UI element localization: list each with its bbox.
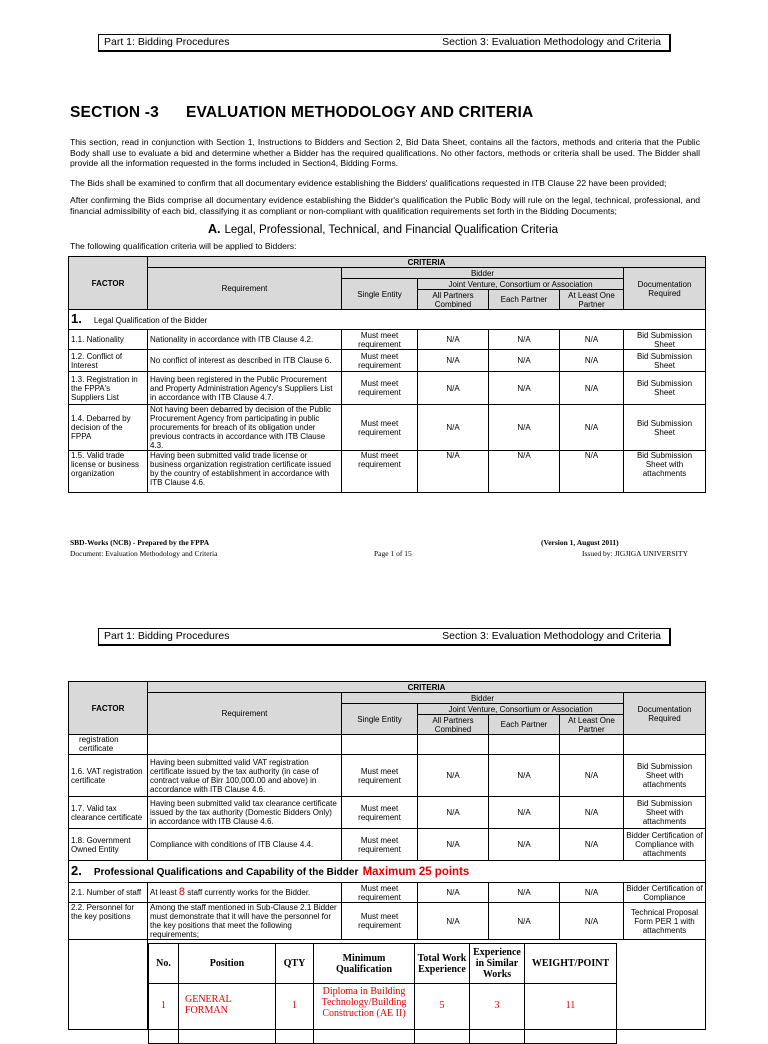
col-min-qualification: Minimum Qualification [314, 944, 415, 984]
col-documentation: Documentation Required [624, 268, 706, 310]
footer-issued: Issued by: JIGJIGA UNIVERSITY [582, 549, 689, 558]
subheading [208, 222, 558, 236]
col-each-partner: Each Partner [489, 290, 560, 310]
criteria-intro: The following qualification criteria will be applied to Bidders: [70, 241, 297, 251]
col-jv: Joint Venture, Consortium or Association [418, 279, 624, 290]
col-documentation: Documentation Required [624, 693, 706, 735]
col-requirement: Requirement [148, 693, 342, 735]
col-criteria: CRITERIA [148, 257, 706, 268]
col-factor: FACTOR [69, 257, 148, 310]
col-single-entity: Single Entity [342, 279, 418, 310]
table-row: 1.2. Conflict of Interest No conflict of interest as described in ITB Clause 6. Must meet requirement N/A N/A N/A Bid Submission Sheet [69, 350, 706, 372]
col-no: No. [149, 944, 179, 984]
col-qty: QTY [276, 944, 314, 984]
section-heading: EVALUATION METHODOLOGY AND CRITERIA [186, 104, 534, 121]
paragraph-examine: The Bids shall be examined to confirm that all documentary evidence establishing the Bidders' qualifications requested in ITB Clause 22 have been provided; [70, 178, 667, 188]
section-row-professional: 2. Professional Qualifications and Capability of the Bidder Maximum 25 points [69, 861, 706, 883]
section-row-legal: 1. Legal Qualification of the Bidder [69, 310, 706, 330]
col-bidder: Bidder [342, 268, 624, 279]
table-row: registration certificate [69, 735, 706, 755]
footer-prepared: SBD-Works (NCB) - Prepared by the FPPA [70, 538, 210, 547]
table-row: 2.1. Number of staff At least 8 staff currently works for the Bidder. Must meet requirement N/A N/A N/A Bidder Certification of Compliance [69, 883, 706, 903]
col-bidder: Bidder [342, 693, 624, 704]
col-single-entity: Single Entity [342, 704, 418, 735]
table-row: 1.1. Nationality Nationality in accordance with ITB Clause 4.2. Must meet requirement N/A N/A N/A Bid Submission Sheet [69, 330, 706, 350]
table-row: 2.2. Personnel for the key positions Among the staff mentioned in Sub-Clause 2.1 Bidder must demonstrate that it will have the personnel for the key positions that meet the following requirements; Must meet requirement N/A N/A N/A Technical Proposal Form PER 1 with attachments [69, 903, 706, 940]
header-right-2: Section 3: Evaluation Methodology and Criteria [442, 630, 661, 642]
col-similar-experience: Experience in Similar Works [470, 944, 525, 984]
col-at-least-one: At Least One Partner [560, 290, 624, 310]
page-header [98, 34, 671, 52]
col-at-least-one: At Least One Partner [560, 715, 624, 735]
footer-document: Document: Evaluation Methodology and Criteria [70, 549, 218, 558]
col-total-experience: Total Work Experience [415, 944, 470, 984]
table-row: 1.5. Valid trade license or business organization Having been submitted valid trade license or business organization registration certificate issued by the country of establishment in accordance with ITB Clause 4.6. Must meet requirement N/A N/A N/A Bid Submission Sheet with attachments [69, 451, 706, 493]
table-row: 1.4. Debarred by decision of the FPPA Not having been debarred by decision of the Public Procurement Agency from participating in public procurements for breach of its obligation under previous contracts in accordance with ITB Clause 4.3. Must meet requirement N/A N/A N/A Bid Submission Sheet [69, 405, 706, 451]
col-criteria: CRITERIA [148, 682, 706, 693]
col-each-partner: Each Partner [489, 715, 560, 735]
table-row: 1.6. VAT registration certificate Having been submitted valid VAT registration certificate issued by the tax authority (in case of contract value of Birr 100,000.00 and above) in accordance with ITB Clause 4.6. Must meet requirement N/A N/A N/A Bid Submission Sheet with attachments [69, 755, 706, 797]
col-requirement: Requirement [148, 268, 342, 310]
table-row: 1.3. Registration in the FPPA's Suppliers List Having been registered in the Public Procurement and Property Administration Agency's Suppliers List in accordance with ITB Clause 4.7. Must meet requirement N/A N/A N/A Bid Submission Sheet [69, 372, 706, 405]
col-jv: Joint Venture, Consortium or Association [418, 704, 624, 715]
footer-page: Page 1 of 15 [374, 549, 412, 558]
col-position: Position [179, 944, 276, 984]
footer-version: (Version 1, August 2011) [541, 538, 619, 547]
subheading-letter: A. [208, 222, 221, 236]
table-row: 1.8. Government Owned Entity Compliance with conditions of ITB Clause 4.4. Must meet requirement N/A N/A N/A Bidder Certification of Compliance with attachments [69, 829, 706, 861]
section-title [70, 104, 533, 122]
paragraph-confirm: After confirming the Bids comprise all documentary evidence establishing the Bidder's qualification the Public Body will rule on the legal, technical, professional, and financial admissibility of each bid, classifying it as compliant or non-compliant with qualification requirements set forth in the Bidding Documents; [70, 195, 700, 216]
table-row: 1 GENERAL FORMAN 1 Diploma in Building Technology/Building Construction (AE II) 5 3 11 [149, 984, 617, 1044]
subheading-text: Legal, Professional, Technical, and Financial Qualification Criteria [224, 224, 558, 236]
header-left: Part 1: Bidding Procedures [104, 36, 230, 48]
section-number: SECTION -3 [70, 104, 159, 121]
col-factor: FACTOR [69, 682, 148, 735]
page-header-2 [98, 628, 671, 646]
table-row: 1.7. Valid tax clearance certificate Having been submitted valid tax clearance certificate issued by the tax authority (Domestic Bidders Only) in accordance with ITB Clause 4.6. Must meet requirement N/A N/A N/A Bid Submission Sheet with attachments [69, 797, 706, 829]
header-left-2: Part 1: Bidding Procedures [104, 630, 230, 642]
col-weight: WEIGHT/POINT [525, 944, 617, 984]
col-all-partners: All Partners Combined [418, 290, 489, 310]
col-all-partners: All Partners Combined [418, 715, 489, 735]
criteria-table-legal [68, 256, 706, 493]
header-right: Section 3: Evaluation Methodology and Criteria [442, 36, 661, 48]
paragraph-intro: This section, read in conjunction with Section 1, Instructions to Bidders and Section 2, Bid Data Sheet, contains all the factors, methods and criteria that the Public Body shall use to evaluate a bid and determine whether a Bidder has the required qualifications. No other factors, methods or criteria shall be used. The Bidder shall provide all the information requested in the forms included in Section4, Bidding Forms. [70, 137, 700, 168]
positions-table [148, 943, 617, 1044]
